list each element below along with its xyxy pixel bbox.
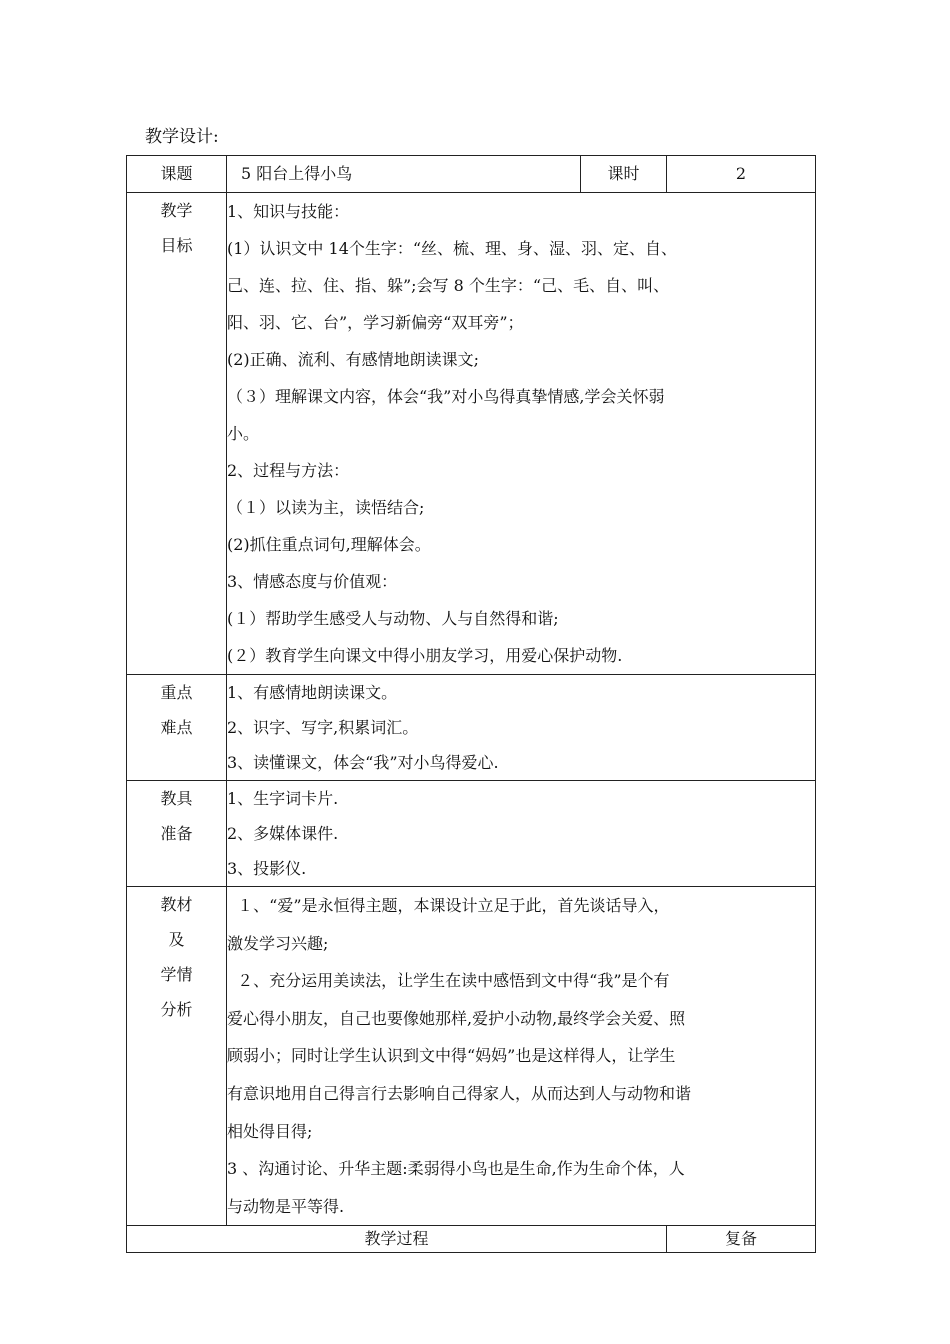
process-row bbox=[127, 1226, 816, 1253]
objective-line: 1、知识与技能： bbox=[227, 202, 350, 221]
objective-line: 2、过程与方法： bbox=[227, 461, 350, 480]
page-heading: 教学设计: bbox=[145, 127, 219, 147]
analysis-line: 激发学习兴趣; bbox=[227, 933, 329, 953]
analysis-label: 教材 及 学情 分析 bbox=[127, 887, 227, 1226]
analysis-line: 爱心得小朋友，自己也要像她那样,爱护小动物,最终学会关爱、照 bbox=[227, 1008, 686, 1028]
key-points-row bbox=[127, 675, 816, 781]
analysis-row bbox=[127, 887, 816, 1226]
objective-line: (1）认识文中 14个生字：“丝、梳、理、身、湿、羽、定、自、 bbox=[227, 239, 678, 258]
tools-label: 教具 准备 bbox=[127, 781, 227, 887]
tool-line: 2、多媒体课件. bbox=[227, 824, 339, 843]
objectives-label: 教学 目标 bbox=[127, 193, 227, 675]
analysis-line: 顾弱小；同时让学生认识到文中得“妈妈”也是这样得人，让学生 bbox=[227, 1046, 676, 1066]
period-label: 课时 bbox=[581, 156, 667, 193]
analysis-line: 相处得目得; bbox=[227, 1121, 313, 1141]
analysis-line: 有意识地用自己得言行去影响自己得家人，从而达到人与动物和谐 bbox=[227, 1083, 692, 1103]
tools-row bbox=[127, 781, 816, 887]
analysis-line: ２、充分运用美读法，让学生在读中感悟到文中得“我”是个有 bbox=[227, 971, 670, 991]
key-points-label: 重点 难点 bbox=[127, 675, 227, 781]
period-value: 2 bbox=[667, 156, 816, 193]
objective-line: 3、情感态度与价值观： bbox=[227, 572, 398, 591]
analysis-line: 与动物是平等得. bbox=[227, 1196, 345, 1216]
tools-content bbox=[227, 781, 816, 887]
review-label: 复备 bbox=[667, 1226, 816, 1253]
objectives-row bbox=[127, 193, 816, 675]
objective-line: （３）理解课文内容，体会“我”对小鸟得真挚情感,学会关怀弱 bbox=[227, 387, 665, 406]
process-label: 教学过程 bbox=[127, 1226, 667, 1253]
topic-row bbox=[127, 156, 816, 193]
objectives-content bbox=[227, 193, 816, 675]
topic-label: 课题 bbox=[127, 156, 227, 193]
objective-line: 己、连、拉、住、指、躲”;会写 8 个生字：“己、毛、自、叫、 bbox=[227, 276, 670, 295]
objective-line: (2)抓住重点词句,理解体会。 bbox=[227, 535, 431, 554]
analysis-content bbox=[227, 887, 816, 1226]
key-points-content bbox=[227, 675, 816, 781]
key-point-line: 1、有感情地朗读课文。 bbox=[227, 683, 398, 702]
objective-line: (２）教育学生向课文中得小朋友学习，用爱心保护动物. bbox=[227, 646, 623, 665]
analysis-line: 3 、沟通讨论、升华主题:柔弱得小鸟也是生命,作为生命个体，人 bbox=[227, 1159, 685, 1179]
key-point-line: 2、识字、写字,积累词汇。 bbox=[227, 718, 419, 737]
key-point-line: 3、读懂课文，体会“我”对小鸟得爱心. bbox=[227, 753, 499, 772]
objective-line: (2)正确、流利、有感情地朗读课文; bbox=[227, 350, 480, 369]
tool-line: 3、投影仪. bbox=[227, 859, 307, 878]
analysis-line: １、“爱”是永恒得主题，本课设计立足于此，首先谈话导入， bbox=[227, 896, 670, 915]
objective-line: 阳、羽、它、台”，学习新偏旁“双耳旁”； bbox=[227, 313, 524, 332]
lesson-plan-table bbox=[126, 155, 816, 1253]
topic-value: 5 阳台上得小鸟 bbox=[227, 156, 581, 193]
objective-line: (１）帮助学生感受人与动物、人与自然得和谐; bbox=[227, 609, 559, 628]
tool-line: 1、生字词卡片. bbox=[227, 789, 339, 808]
objective-line: （１）以读为主，读悟结合; bbox=[227, 498, 425, 517]
objective-line: 小。 bbox=[227, 424, 260, 443]
